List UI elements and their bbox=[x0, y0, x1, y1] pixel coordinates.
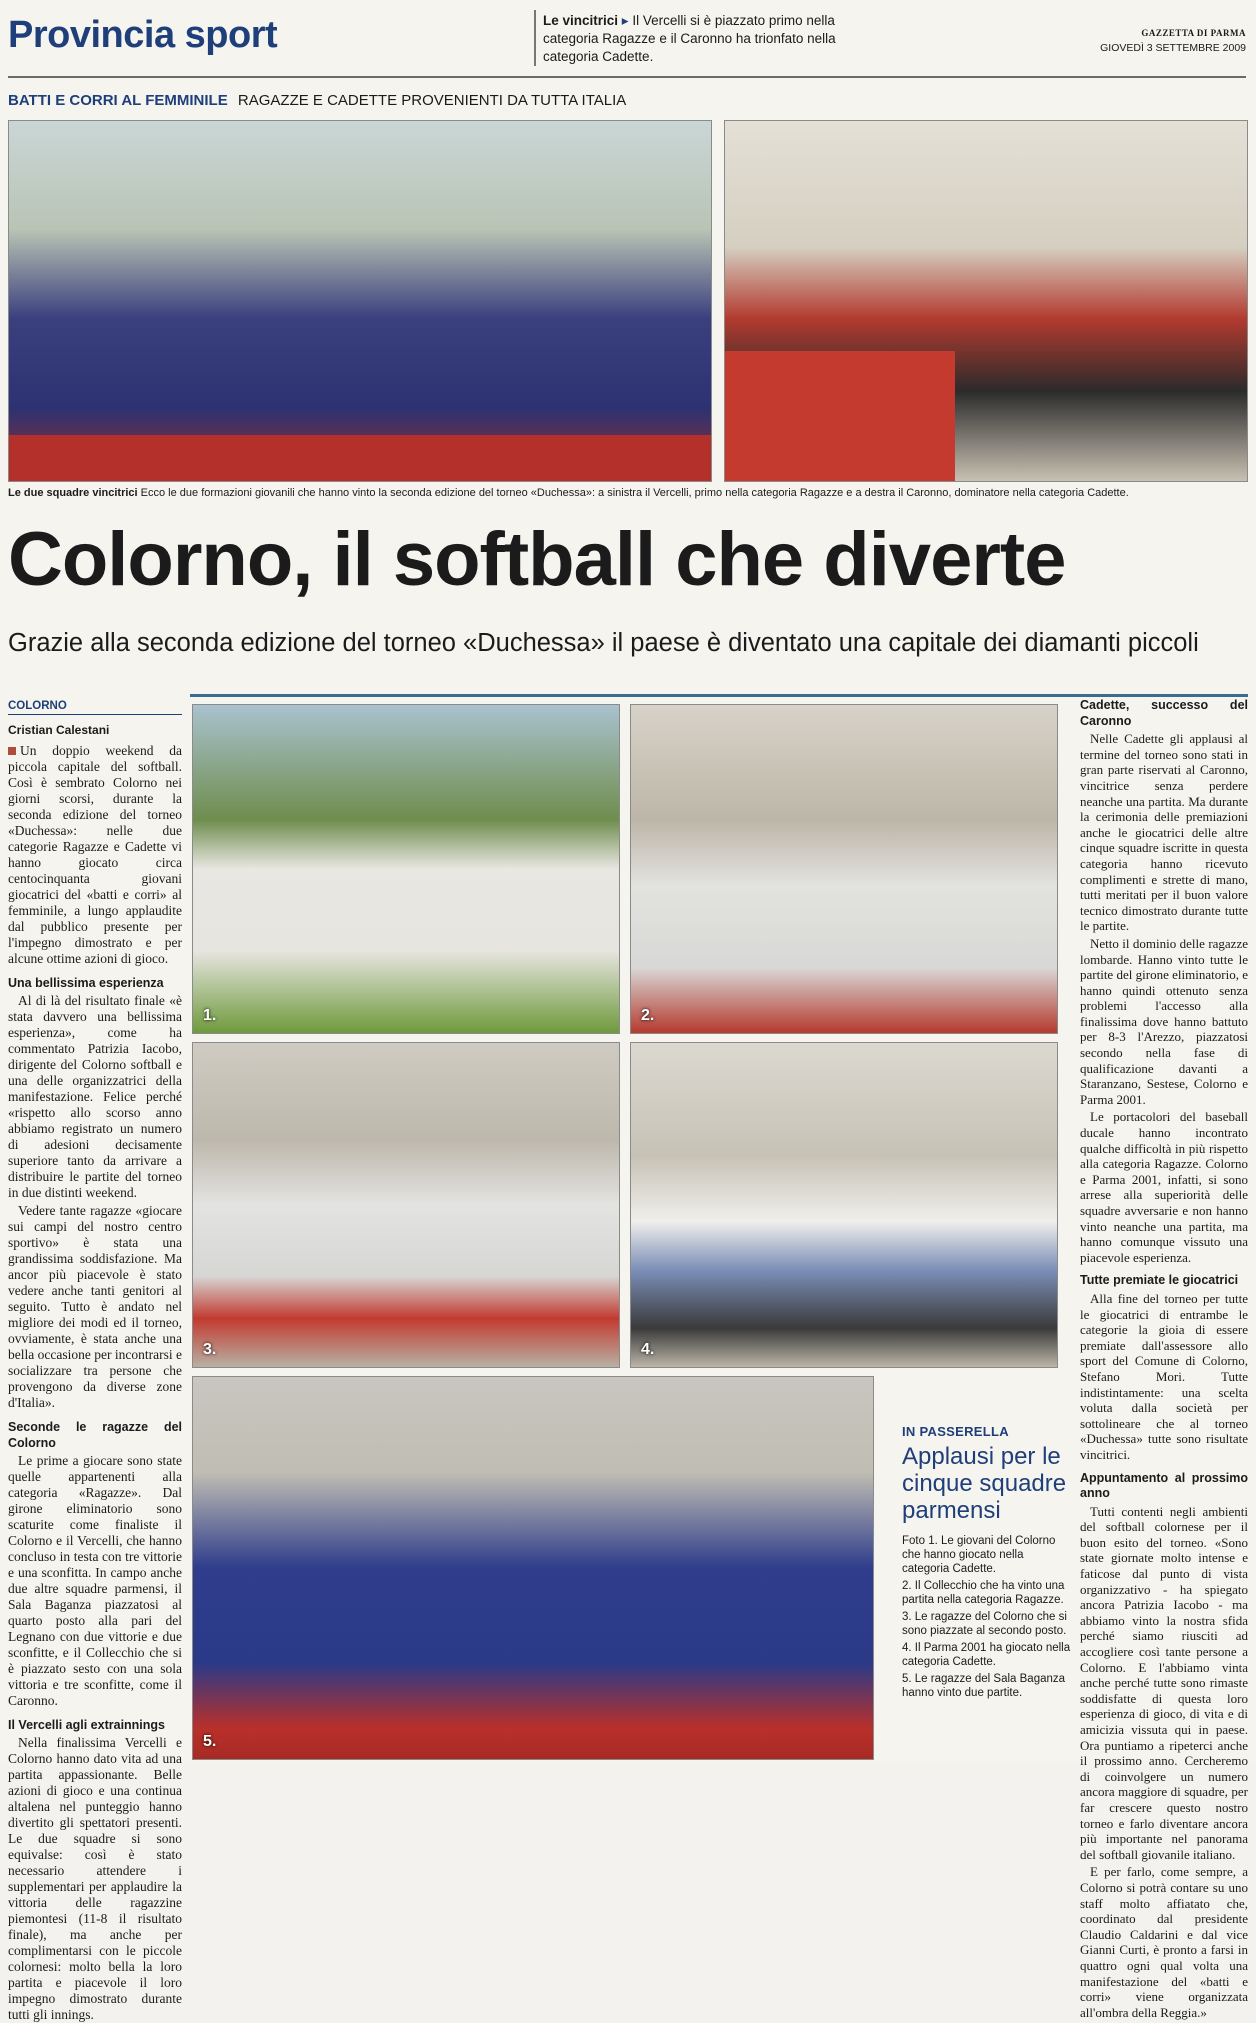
article-subhead: Seconde le ragazze del Colorno bbox=[8, 1420, 182, 1450]
bullet-icon bbox=[8, 747, 16, 755]
article-location: COLORNO bbox=[8, 700, 182, 715]
photo-vercelli-team bbox=[8, 120, 712, 482]
article-paragraph: Le portacolori del baseball ducale hanno incontrato qualche difficoltà in più rispetto alla categoria Ragazze. Colorno e Parma 2001, infatti, si sono arrese alla superiorità delle squadre avversarie e non hanno vinto neanche una partita, ma hanno comunque vissuto una piacevole esperienza. bbox=[1080, 1109, 1248, 1265]
photo-1 bbox=[192, 704, 620, 1034]
divider bbox=[534, 10, 536, 66]
article-paragraph: Le prime a giocare sono state quelle appartenenti alla categoria «Ragazze». Dal girone eliminatorio sono scaturite come finaliste il Colorno e il Vercelli, che hanno concluso in testa con tre vittorie e una sconfitta. In campo anche due altre squadre parmensi, il Sala Baganza piazzatosi al quarto posto alla pari del Legnano con due vittorie e due sconfitte, e il Collecchio che si è piazzato sesto con una sola vittoria e tre sconfitte, come il Caronno. bbox=[8, 1453, 182, 1708]
subheader-text: RAGAZZE E CADETTE PROVENIENTI DA TUTTA ITALIA bbox=[237, 92, 627, 109]
article-paragraph: Tutti contenti negli ambienti del softball colornese per il buon esito del torneo. «Sono state giornate molto intense e faticose dal punto di vista organizzativo - ha spiegato ancora Patrizia Iacobo - ma abbiamo vinto la nostra sfida perché siamo riusciti ad accogliere così tante persone a Colorno. E l'abbiamo vinta anche perché tutte sono rimaste soddisfatte di questa loro esperienza di gioco, di vita e di amicizia vissuta qui in paese. Ora puntiamo a ripeterci anche il prossimo anno. Cercheremo di coinvolgere un numero ancora maggiore di squadre, per far crescere questo nostro torneo e farlo diventare ancora più importante nel panorama del softball giovanile italiano. bbox=[1080, 1503, 1248, 1862]
article-subhead: Una bellissima esperienza bbox=[8, 976, 164, 990]
sidebar-kicker: IN PASSERELLA bbox=[902, 1424, 1009, 1439]
photo-5 bbox=[192, 1376, 874, 1760]
subheader bbox=[8, 92, 626, 109]
photo-number: 4. bbox=[641, 1341, 655, 1358]
sidebar-line: 4. Il Parma 2001 ha giocato nella categoria Cadette. bbox=[902, 1642, 1071, 1668]
top-caption bbox=[8, 486, 1248, 500]
right-column-text bbox=[1080, 698, 1248, 2020]
photo-number: 2. bbox=[641, 1007, 655, 1024]
caption-label: Le due squadre vincitrici bbox=[8, 487, 138, 499]
article-paragraph: Alla fine del torneo per tutte le giocatrici di entrambe le categorie la gioia di essere premiate dall'assessore allo sport del Comune di Colorno, Stefano Mori. Tutte indistintamente: una scelta voluta dalla società per sottolineare che al torneo «Duchessa» tutte sono risultate vincitrici. bbox=[1080, 1290, 1248, 1462]
section-title: Provincia sport bbox=[8, 14, 278, 56]
article-paragraph: Al di là del risultato finale «è stata davvero una bellissima esperienza», come ha commentato Patrizia Iacobo, dirigente del Colorno softball e una delle organizzatrici della manifestazione. Felice perché «rispetto allo scorso anno abbiamo registrato un numero di adesioni decisamente superiore tanto da arrivare a distribuire le partite del torneo in due distinti weekend. bbox=[8, 993, 182, 1200]
photo-4 bbox=[630, 1042, 1058, 1368]
sidebar-lines bbox=[902, 1534, 1072, 1700]
article-subhead: Il Vercelli agli extrainnings bbox=[8, 1718, 166, 1732]
subheader-tag: BATTI E CORRI AL FEMMINILE bbox=[8, 92, 228, 109]
article-subhead: Cadette, successo del Caronno bbox=[1080, 698, 1248, 728]
left-column-text bbox=[8, 743, 182, 2023]
caption-text: Ecco le due formazioni giovanili che hanno vinto la seconda edizione del torneo «Duchessa»: a sinistra il Vercelli, primo nella categoria Ragazze e a destra il Caronno, dominatore nella categoria Cadette. bbox=[140, 487, 1129, 499]
paper-name: GAZZETTA DI PARMA bbox=[1141, 28, 1246, 38]
article-paragraph: Vedere tante ragazze «giocare sui campi del nostro centro sportivo» è stata una grandissima soddisfazione. Ma ancor più piacevole è stato vedere anche tanti genitori al seguito. Tutto è andato nel migliore dei modi ed il torneo, ovviamente, è stata anche una bella occasione per incontrarsi e socializzare tra persone che provengono da diverse zone d'Italia». bbox=[8, 1203, 182, 1410]
left-column bbox=[8, 700, 182, 2022]
issue-date: GIOVEDÌ 3 SETTEMBRE 2009 bbox=[1100, 42, 1246, 54]
teaser-label: Le vincitrici bbox=[543, 13, 619, 28]
article-author: Cristian Calestani bbox=[8, 723, 110, 737]
sidebar-line: Foto 1. Le giovani del Colorno che hanno giocato nella categoria Cadette. bbox=[902, 1535, 1056, 1575]
article-paragraph: Netto il dominio delle ragazze lombarde. Hanno vinto tutte le partite del girone eliminatorio, e hanno quindi ottenuto senza problemi l'accesso alla finalissima dove hanno battuto per 8-3 l'Arezzo, piazzatosi secondo nella fase di qualificazione davanti a Staranzano, Sestese, Colorno e Parma 2001. bbox=[1080, 935, 1248, 1107]
sidebar-line: 2. Il Collecchio che ha vinto una partita nella categoria Ragazze. bbox=[902, 1580, 1065, 1606]
rule bbox=[8, 76, 1246, 78]
article-paragraph: Nelle Cadette gli applausi al termine del torneo sono stati in gran parte riservati al Caronno, vincitrice senza perdere neanche una partita. Ma durante la cerimonia delle premiazioni anche le giocatrici delle altre cinque squadre iscritte in questa categoria hanno ricevuto complimenti e strette di mano, tutti meritati per il buon valore tecnico dimostrato durante tutte le partite. bbox=[1080, 731, 1248, 934]
right-column bbox=[1080, 690, 1248, 2020]
photo-number: 5. bbox=[203, 1733, 217, 1750]
sidebar-box bbox=[902, 1424, 1072, 1703]
photo-2 bbox=[630, 704, 1058, 1034]
article-subhead: Tutte premiate le giocatrici bbox=[1080, 1273, 1239, 1288]
headline: Colorno, il softball che diverte bbox=[8, 517, 1066, 602]
arrow-icon: ▸ bbox=[621, 13, 629, 28]
sidebar-line: 3. Le ragazze del Colorno che si sono piazzate al secondo posto. bbox=[902, 1611, 1067, 1637]
photo-number: 3. bbox=[203, 1341, 217, 1358]
sidebar-line: 5. Le ragazze del Sala Baganza hanno vinto due partite. bbox=[902, 1673, 1066, 1699]
photo-number: 1. bbox=[203, 1007, 217, 1024]
article-subhead: Appuntamento al prossimo anno bbox=[1080, 1470, 1248, 1501]
photo-3 bbox=[192, 1042, 620, 1368]
teaser-text: Il Vercelli si è piazzato primo nella categoria Ragazze e il Caronno ha trionfato nella categoria Cadette. bbox=[543, 13, 836, 64]
article-paragraph: Nella finalissima Vercelli e Colorno hanno dato vita ad una partita appassionante. Belle azioni di gioco e una continua altalena nel punteggio hanno divertito gli spettatori presenti. Le due squadre si sono equivalse: così è stato necessario attendere i supplementari per applaudire la vittoria delle ragazzine piemontesi (11-8 il risultato finale), ma anche per complimentarsi con le piccole colornesi: molto bella la loro partita e piacevole il loro impegno dimostrato durante tutti gli innings. bbox=[8, 1735, 182, 2022]
teaser bbox=[543, 12, 853, 66]
sidebar-title: Applausi per le cinque squadre parmensi bbox=[902, 1443, 1067, 1524]
subheadline: Grazie alla seconda edizione del torneo «Duchessa» il paese è diventato una capitale dei diamanti piccoli bbox=[8, 629, 1199, 657]
article-paragraph: E per farlo, come sempre, a Colorno si potrà contare su uno staff molto affiatato che, coordinato dal presidente Claudio Caldarini e dal vice Gianni Curti, è pronto a farsi in quattro ogni qual volta una manifestazione del «batti e corri» viene organizzata all'ombra della Reggia.» bbox=[1080, 1864, 1248, 2020]
article-paragraph: Un doppio weekend da piccola capitale del softball. Così è sembrato Colorno nei giorni scorsi, durante la seconda edizione del torneo «Duchessa»: nelle due categorie Ragazze e Cadette vi hanno giocato circa centocinquanta giovani giocatrici del «batti e corri» al femminile, a lungo applaudite dal pubblico presente per l'impegno dimostrato e per alcune ottime azioni di gioco. bbox=[8, 743, 182, 966]
photo-caronno-team bbox=[724, 120, 1248, 482]
